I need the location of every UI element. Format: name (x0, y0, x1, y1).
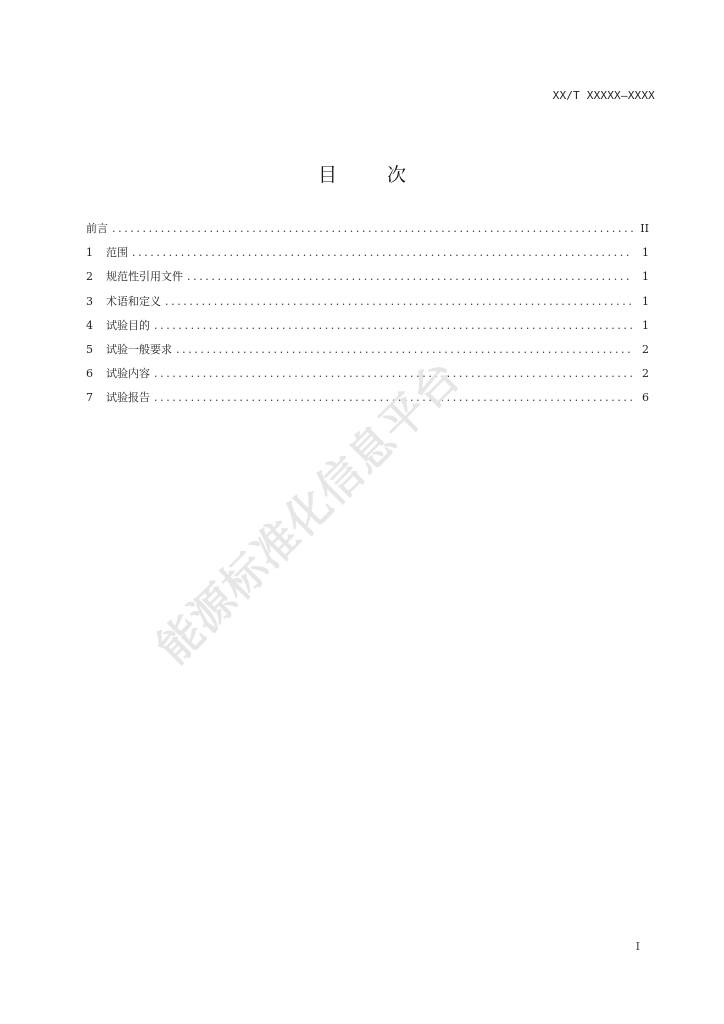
toc-entry-page: 1 (642, 246, 649, 260)
toc-entry-page: II (640, 222, 649, 235)
toc-leader-dots (132, 246, 633, 259)
document-code: XX/T XXXXX—XXXX (552, 89, 655, 102)
toc-entry-label: 试验目的 (106, 318, 150, 332)
toc-entry-label: 前言 (86, 222, 108, 235)
toc-leader-dots (165, 295, 633, 308)
toc-entry-number: 2 (86, 270, 93, 284)
toc-entry-terms-definitions[interactable] (86, 293, 649, 317)
toc-entry-page: 1 (642, 270, 649, 284)
toc-entry-number: 1 (86, 246, 93, 260)
table-of-contents (86, 220, 649, 414)
toc-entry-page: 2 (642, 367, 649, 381)
toc-leader-dots (187, 270, 633, 283)
toc-entry-label: 试验一般要求 (106, 342, 172, 356)
toc-entry-number: 5 (86, 342, 93, 356)
toc-entry-test-content[interactable] (86, 365, 649, 389)
toc-entry-page: 1 (642, 294, 649, 308)
toc-leader-dots (154, 319, 633, 332)
toc-entry-label: 试验报告 (106, 391, 150, 405)
watermark: 能源标准化信息平台 (147, 351, 471, 674)
page-number: I (635, 940, 640, 953)
toc-entry-page: 1 (642, 318, 649, 332)
toc-entry-scope[interactable] (86, 244, 649, 268)
toc-leader-dots (154, 367, 633, 380)
toc-entry-number: 3 (86, 294, 93, 308)
toc-entry-label: 规范性引用文件 (106, 270, 183, 284)
toc-entry-label: 试验内容 (106, 367, 150, 381)
toc-entry-general-requirements[interactable] (86, 341, 649, 365)
toc-entry-page: 6 (642, 391, 649, 405)
toc-entry-test-report[interactable] (86, 389, 649, 413)
toc-title: 目 次 (317, 164, 429, 186)
toc-entry-page: 2 (642, 342, 649, 356)
toc-entry-foreword[interactable] (86, 220, 649, 244)
toc-entry-label: 范围 (106, 246, 128, 260)
toc-leader-dots (112, 222, 633, 235)
toc-entry-number: 6 (86, 367, 93, 381)
toc-entry-test-purpose[interactable] (86, 317, 649, 341)
toc-entry-number: 4 (86, 318, 93, 332)
toc-leader-dots (176, 343, 633, 356)
toc-leader-dots (154, 391, 633, 404)
toc-entry-normative-references[interactable] (86, 268, 649, 292)
toc-entry-number: 7 (86, 391, 93, 405)
toc-entry-label: 术语和定义 (106, 294, 161, 308)
